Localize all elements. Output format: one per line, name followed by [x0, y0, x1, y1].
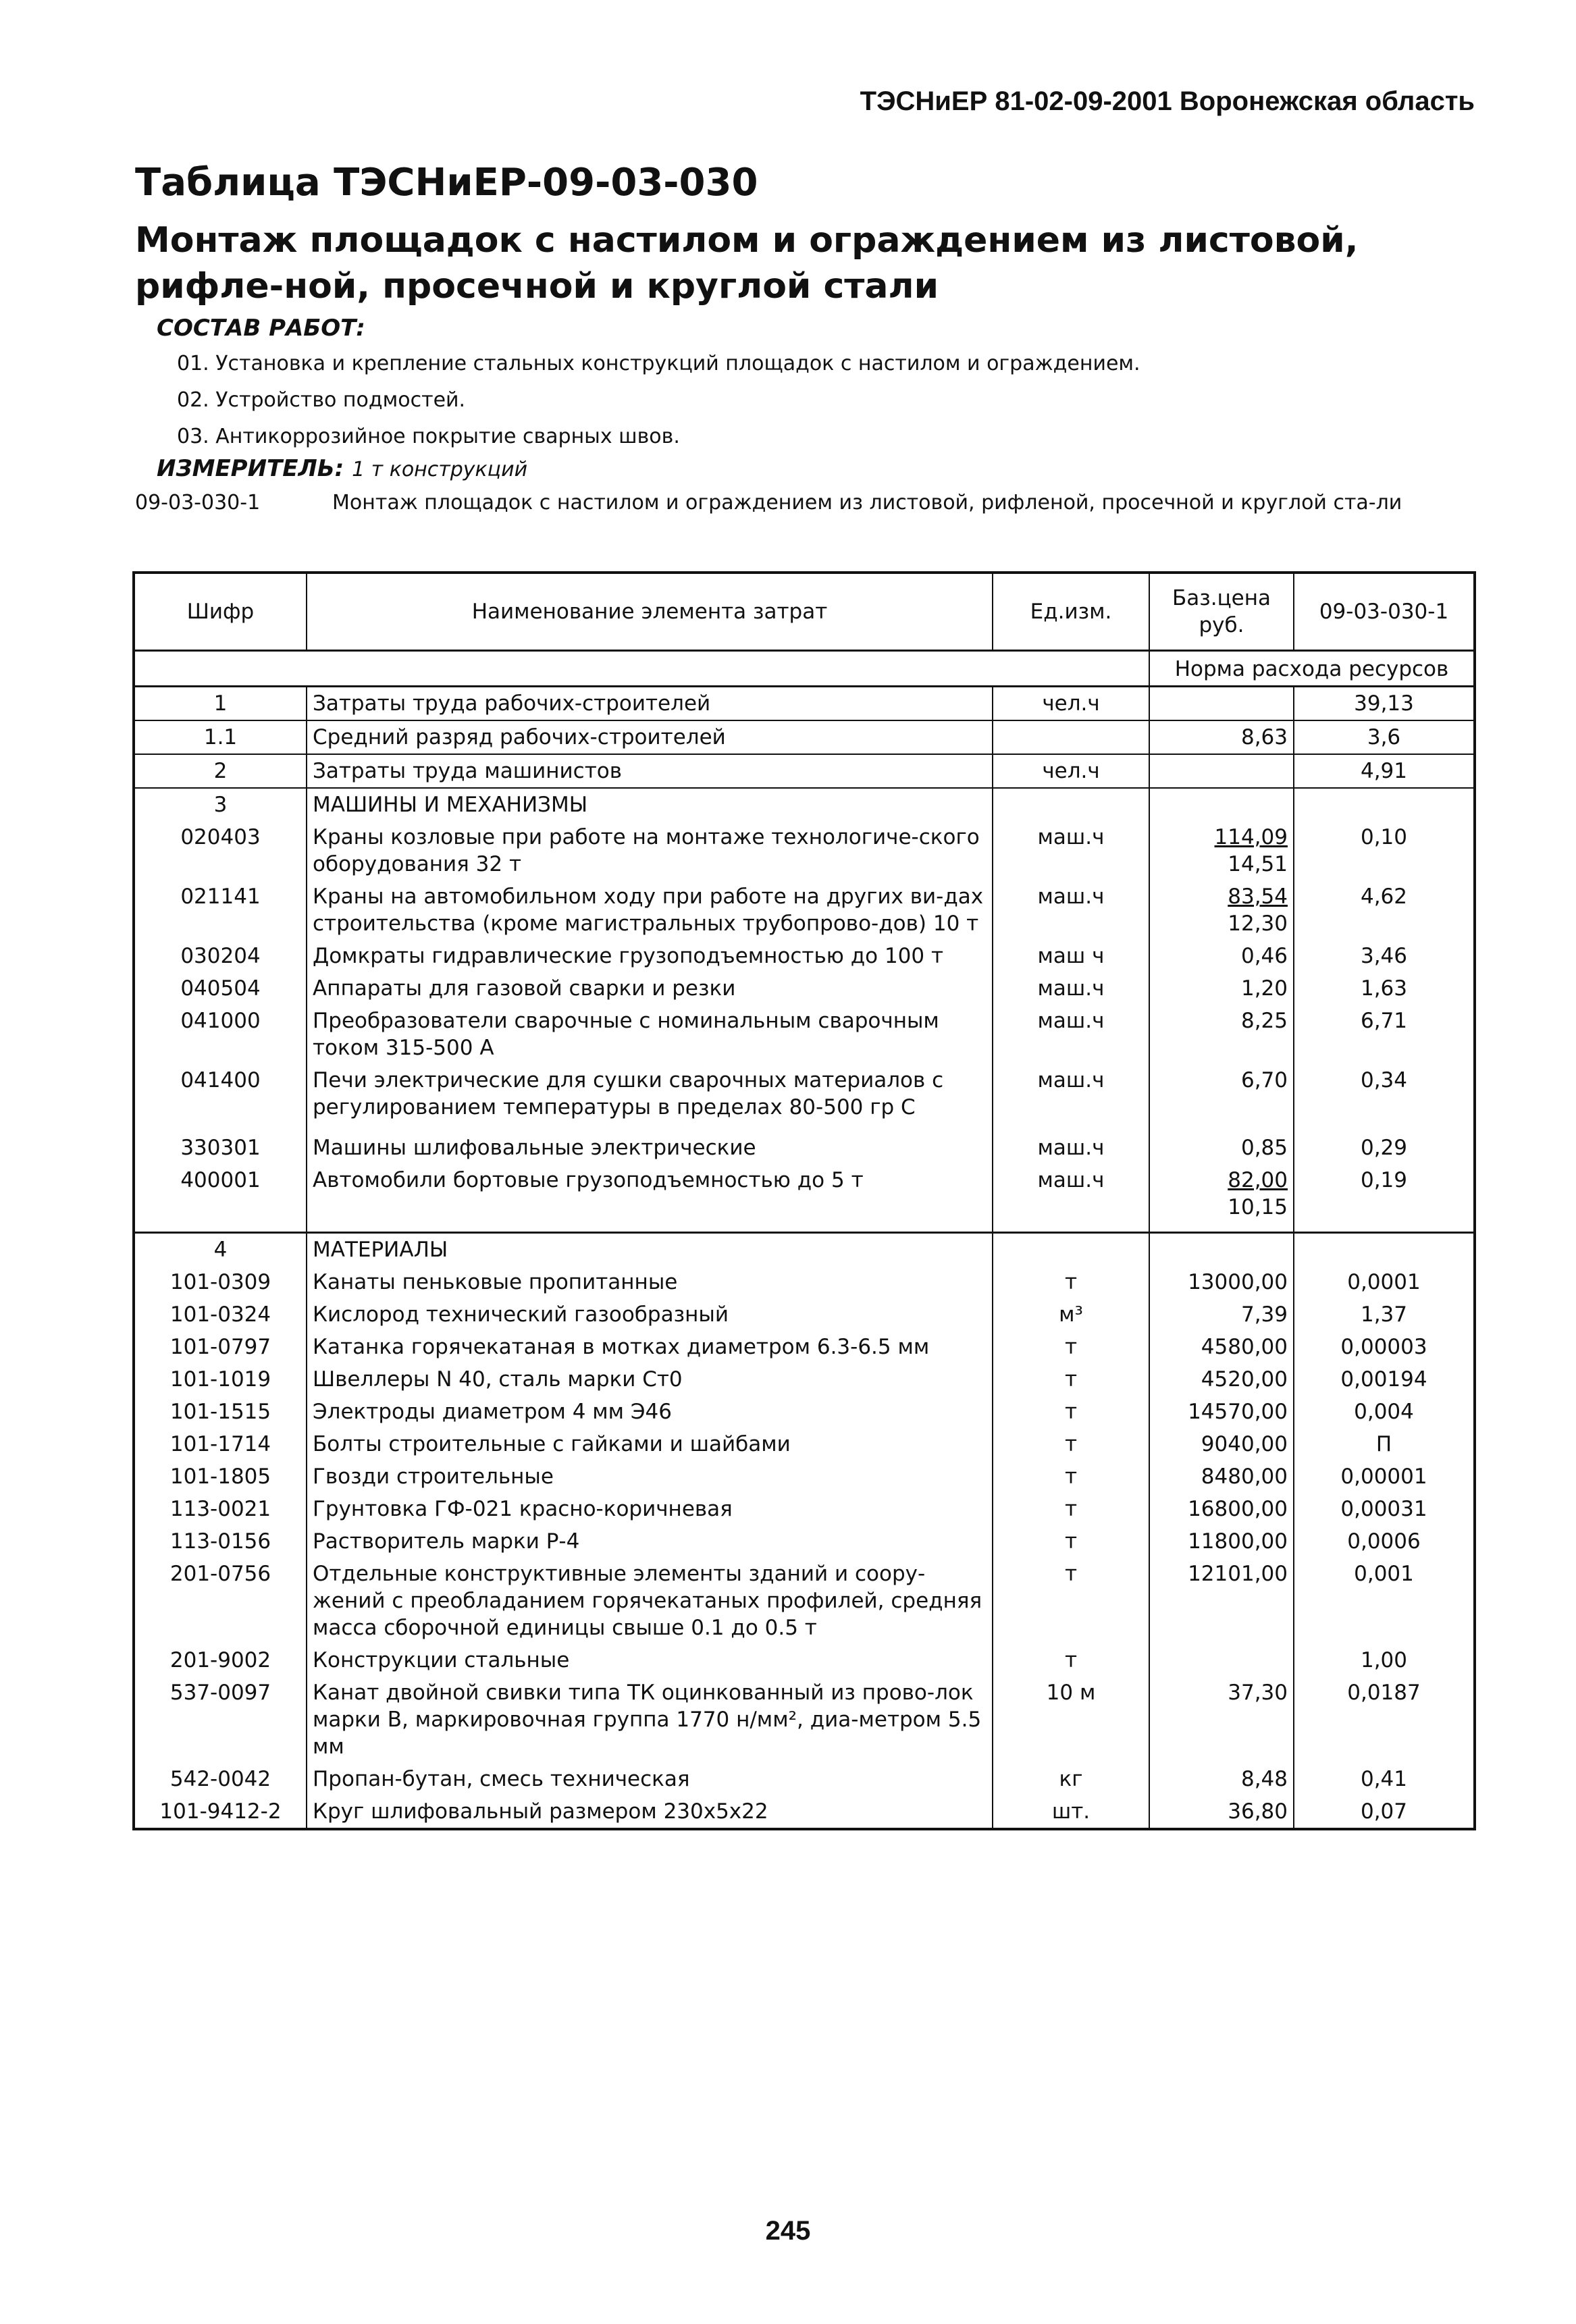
cell-value: 0,00001: [1294, 1460, 1475, 1493]
cell-code: 201-0756: [169, 1562, 271, 1586]
table-row: [134, 1644, 1475, 1676]
cell-price: [1149, 1763, 1294, 1795]
cell-unit: маш.ч: [993, 1164, 1149, 1233]
cell-price: [1149, 1005, 1294, 1064]
cell-name: Затраты труда рабочих-строителей: [307, 687, 993, 721]
cell-value: 0,004: [1294, 1396, 1475, 1428]
norm-label: Норма расхода ресурсов: [1149, 651, 1475, 687]
cell-value: 0,0187: [1294, 1676, 1475, 1763]
cell-value: 6,71: [1294, 1005, 1475, 1064]
table-row: [134, 1763, 1475, 1795]
table-row: [134, 940, 1475, 972]
table-row: [134, 1460, 1475, 1493]
cell-unit: чел.ч: [993, 687, 1149, 721]
price-line: 36,80: [1228, 1799, 1288, 1824]
cell-code: 3: [134, 788, 307, 821]
cell-name: Круг шлифовальный размером 230х5х22: [307, 1795, 993, 1829]
cell-unit: т: [993, 1266, 1149, 1298]
price-line: 7,39: [1240, 1302, 1288, 1327]
table-row: [134, 1233, 1475, 1267]
cell-name: Канат двойной свивки типа ТК оцинкованный из прово-лок марки В, маркировочная группа 1770 н/мм², диа-метром 5.5 мм: [307, 1676, 993, 1763]
cell-price: [1149, 821, 1294, 880]
table-row: [134, 880, 1475, 940]
cell-name: Краны козловые при работе на монтаже технологиче-ского оборудования 32 т: [307, 821, 993, 880]
cell-unit: маш.ч: [993, 1132, 1149, 1164]
cell-price: [1149, 1795, 1294, 1829]
table-row: [134, 1676, 1475, 1763]
price-line: 9040,00: [1201, 1432, 1288, 1456]
cell-code: 101-0324: [169, 1302, 271, 1327]
cell-unit: т: [993, 1363, 1149, 1396]
variant-text: Монтаж площадок с настилом и ограждением из листовой, рифленой, просечной и круглой ста-ли: [332, 491, 1402, 514]
header-value: 09-03-030-1: [1294, 573, 1475, 651]
cell-value: [1294, 788, 1475, 821]
cell-name: Канаты пеньковые пропитанные: [307, 1266, 993, 1298]
table-row: [134, 1525, 1475, 1558]
cell-unit: маш.ч: [993, 880, 1149, 940]
cell-value: 0,29: [1294, 1132, 1475, 1164]
cell-code: 1: [213, 691, 228, 716]
price-line: 82,00: [1228, 1168, 1288, 1192]
cell-price: [1149, 940, 1294, 972]
price-line: 6,70: [1240, 1068, 1288, 1092]
resource-table: [132, 571, 1476, 1830]
cell-price: [1149, 1266, 1294, 1298]
table-row: [134, 1331, 1475, 1363]
cell-name: Затраты труда машинистов: [307, 754, 993, 788]
table-row: [134, 1064, 1475, 1132]
works-label: СОСТАВ РАБОТ:: [157, 315, 365, 342]
cell-name: Отдельные конструктивные элементы зданий и соору-жений с преобладанием горячекатаных профилей, средняя масса сборочной единицы свыше 0.1 до 0.5 т: [307, 1558, 993, 1644]
cell-price: [1149, 1233, 1294, 1267]
table-row: [134, 1266, 1475, 1298]
cell-price: [1149, 1428, 1294, 1460]
table-header-row: [134, 573, 1475, 651]
header-price: Баз.цена руб.: [1149, 573, 1294, 651]
cell-value: 0,07: [1294, 1795, 1475, 1829]
cell-code: 041000: [180, 1009, 261, 1033]
cell-code: 113-0156: [169, 1529, 271, 1554]
cell-value: П: [1294, 1428, 1475, 1460]
cell-price: [1149, 972, 1294, 1005]
cell-code: 101-9412-2: [159, 1799, 282, 1824]
cell-value: 3,6: [1294, 720, 1475, 754]
cell-code: 201-9002: [169, 1648, 271, 1672]
price-line: 0,46: [1240, 944, 1288, 968]
price-line: 12101,00: [1188, 1562, 1288, 1586]
cell-value: [1294, 1233, 1475, 1267]
cell-code: 400001: [180, 1168, 261, 1192]
header-name: Наименование элемента затрат: [307, 573, 993, 651]
table-row: [134, 720, 1475, 754]
cell-unit: [993, 1233, 1149, 1267]
cell-value: 4,91: [1294, 754, 1475, 788]
cell-name: Швеллеры N 40, сталь марки Ст0: [307, 1363, 993, 1396]
cell-code: 542-0042: [169, 1767, 271, 1791]
works-item: 01. Установка и крепление стальных конструкций площадок с настилом и ограждением.: [177, 352, 1140, 375]
table-row: [134, 1363, 1475, 1396]
cell-value: 0,41: [1294, 1763, 1475, 1795]
cell-price: [1149, 880, 1294, 940]
cell-name: Краны на автомобильном ходу при работе на других ви-дах строительства (кроме магистральных трубопрово-дов) 10 т: [307, 880, 993, 940]
price-line: 37,30: [1228, 1681, 1288, 1705]
table-row: [134, 1132, 1475, 1164]
cell-name: Машины шлифовальные электрические: [307, 1132, 993, 1164]
price-line: 8480,00: [1201, 1464, 1288, 1489]
cell-unit: т: [993, 1493, 1149, 1525]
cell-unit: т: [993, 1396, 1149, 1428]
cell-name: Растворитель марки Р-4: [307, 1525, 993, 1558]
cell-code: 4: [134, 1233, 307, 1267]
page-title: Монтаж площадок с настилом и ограждением из листовой, рифле-ной, просечной и круглой стали: [135, 220, 1359, 307]
cell-unit: т: [993, 1525, 1149, 1558]
table-row: [134, 1164, 1475, 1233]
price-line: 8,25: [1240, 1009, 1288, 1033]
cell-value: 0,00003: [1294, 1331, 1475, 1363]
cell-unit: [993, 720, 1149, 754]
cell-value: 4,62: [1294, 880, 1475, 940]
cell-price: [1149, 1396, 1294, 1428]
price-line-2: 12,30: [1228, 912, 1288, 936]
price-line: 13000,00: [1188, 1270, 1288, 1294]
cell-price: [1149, 1460, 1294, 1493]
cell-unit: кг: [993, 1763, 1149, 1795]
cell-price: [1149, 1298, 1294, 1331]
table-row: [134, 1298, 1475, 1331]
cell-name: МАШИНЫ И МЕХАНИЗМЫ: [307, 788, 993, 821]
norm-header-row: [134, 651, 1475, 687]
cell-value: 0,00194: [1294, 1363, 1475, 1396]
cell-name: Конструкции стальные: [307, 1644, 993, 1676]
cell-code: 537-0097: [169, 1681, 271, 1705]
cell-name: Катанка горячекатаная в мотках диаметром 6.3-6.5 мм: [307, 1331, 993, 1363]
table-row: [134, 687, 1475, 721]
works-list: [177, 346, 1140, 455]
price-line: 16800,00: [1188, 1497, 1288, 1521]
cell-code: 040504: [180, 976, 261, 1001]
cell-name: Грунтовка ГФ-021 красно-коричневая: [307, 1493, 993, 1525]
price-line-2: 10,15: [1228, 1195, 1288, 1219]
cell-value: 1,63: [1294, 972, 1475, 1005]
works-item: 02. Устройство подмостей.: [177, 388, 466, 412]
works-item: 03. Антикоррозийное покрытие сварных швов.: [177, 425, 680, 448]
cell-price: [1149, 1164, 1294, 1233]
cell-value: 3,46: [1294, 940, 1475, 972]
cell-code: 2: [134, 754, 307, 788]
cell-price: [1149, 754, 1294, 788]
cell-price: [1149, 1525, 1294, 1558]
cell-name: Печи электрические для сушки сварочных материалов с регулированием температуры в пределах 80-500 гр С: [307, 1064, 993, 1132]
cell-unit: маш.ч: [993, 972, 1149, 1005]
running-header: ТЭСНиЕР 81-02-09-2001 Воронежская область: [860, 86, 1475, 116]
cell-value: 39,13: [1294, 687, 1475, 721]
cell-name: Болты строительные с гайками и шайбами: [307, 1428, 993, 1460]
cell-code: 101-1714: [169, 1432, 271, 1456]
measure-line: [157, 455, 527, 482]
cell-price: [1149, 1644, 1294, 1676]
table-row: [134, 754, 1475, 788]
table-row: [134, 1795, 1475, 1829]
cell-unit: т: [993, 1644, 1149, 1676]
header-unit: Ед.изм.: [993, 573, 1149, 651]
price-line: 1,20: [1240, 976, 1288, 1001]
cell-name: Кислород технический газообразный: [307, 1298, 993, 1331]
cell-unit: 10 м: [993, 1676, 1149, 1763]
table-row: [134, 1558, 1475, 1644]
cell-price: [1149, 1132, 1294, 1164]
price-line: 14570,00: [1188, 1400, 1288, 1424]
table-row: [134, 972, 1475, 1005]
measure-label: ИЗМЕРИТЕЛЬ:: [157, 455, 344, 482]
cell-value: 0,00031: [1294, 1493, 1475, 1525]
cell-code: 113-0021: [169, 1497, 271, 1521]
cell-code: 330301: [180, 1136, 261, 1160]
cell-name: Средний разряд рабочих-строителей: [307, 720, 993, 754]
cell-code: 101-1805: [169, 1464, 271, 1489]
cell-unit: [993, 788, 1149, 821]
cell-code: 101-1515: [169, 1400, 271, 1424]
cell-value: 0,34: [1294, 1064, 1475, 1132]
cell-value: 1,37: [1294, 1298, 1475, 1331]
cell-unit: шт.: [993, 1795, 1149, 1829]
cell-code: 1.1: [134, 720, 307, 754]
cell-price: [1149, 788, 1294, 821]
cell-unit: маш.ч: [993, 1005, 1149, 1064]
cell-code: 101-1019: [169, 1367, 271, 1392]
cell-unit: маш.ч: [993, 821, 1149, 880]
price-line: 83,54: [1228, 884, 1288, 909]
cell-name: Пропан-бутан, смесь техническая: [307, 1763, 993, 1795]
cell-unit: т: [993, 1558, 1149, 1644]
cell-price: [1149, 720, 1294, 754]
cell-value: 1,00: [1294, 1644, 1475, 1676]
cell-unit: маш ч: [993, 940, 1149, 972]
table-row: [134, 1428, 1475, 1460]
table-body: [134, 651, 1475, 1830]
cell-code: 021141: [180, 884, 261, 909]
cell-price: [1149, 1493, 1294, 1525]
cell-name: МАТЕРИАЛЫ: [307, 1233, 993, 1267]
cell-unit: т: [993, 1460, 1149, 1493]
cell-unit: чел.ч: [993, 754, 1149, 788]
cell-value: 0,0001: [1294, 1266, 1475, 1298]
cell-value: 0,19: [1294, 1164, 1475, 1233]
price-line-2: 14,51: [1228, 852, 1288, 876]
cell-value: 0,001: [1294, 1558, 1475, 1644]
cell-unit: маш.ч: [993, 1064, 1149, 1132]
table-row: [134, 1005, 1475, 1064]
cell-name: Электроды диаметром 4 мм Э46: [307, 1396, 993, 1428]
price-line: 0,85: [1240, 1136, 1288, 1160]
cell-price: [1149, 1331, 1294, 1363]
cell-value: 0,0006: [1294, 1525, 1475, 1558]
cell-unit: т: [993, 1331, 1149, 1363]
cell-value: 0,10: [1294, 821, 1475, 880]
cell-code: 030204: [180, 944, 261, 968]
cell-name: Аппараты для газовой сварки и резки: [307, 972, 993, 1005]
price-line: 114,09: [1214, 825, 1288, 849]
cell-price: [1149, 1064, 1294, 1132]
header-code: Шифр: [134, 573, 307, 651]
cell-name: Преобразователи сварочные с номинальным сварочным током 315-500 А: [307, 1005, 993, 1064]
cell-name: Гвозди строительные: [307, 1460, 993, 1493]
cell-code: 020403: [180, 825, 261, 849]
table-row: [134, 821, 1475, 880]
price-line: 4580,00: [1201, 1335, 1288, 1359]
cell-name: Автомобили бортовые грузоподъемностью до 5 т: [307, 1164, 993, 1233]
cell-name: Домкраты гидравлические грузоподъемностью до 100 т: [307, 940, 993, 972]
cell-code: 101-0797: [169, 1335, 271, 1359]
cell-code: 101-0309: [169, 1270, 271, 1294]
cell-price: [1149, 1676, 1294, 1763]
cell-unit: м³: [993, 1298, 1149, 1331]
cell-price: [1149, 1558, 1294, 1644]
cell-price: [1149, 687, 1294, 721]
table-row: [134, 1396, 1475, 1428]
table-row: [134, 788, 1475, 821]
price-line: 4520,00: [1201, 1367, 1288, 1392]
cell-unit: т: [993, 1428, 1149, 1460]
page-number: 245: [765, 2216, 811, 2246]
table-row: [134, 1493, 1475, 1525]
price-line: 11800,00: [1188, 1529, 1288, 1554]
price-line: 8,63: [1240, 725, 1288, 749]
price-line: 8,48: [1240, 1767, 1288, 1791]
variant-code: 09-03-030-1: [135, 491, 261, 514]
table-id: Таблица ТЭСНиЕР-09-03-030: [135, 161, 758, 205]
cell-code: 041400: [180, 1068, 261, 1092]
cell-price: [1149, 1363, 1294, 1396]
measure-value: 1 т конструкций: [352, 458, 528, 481]
